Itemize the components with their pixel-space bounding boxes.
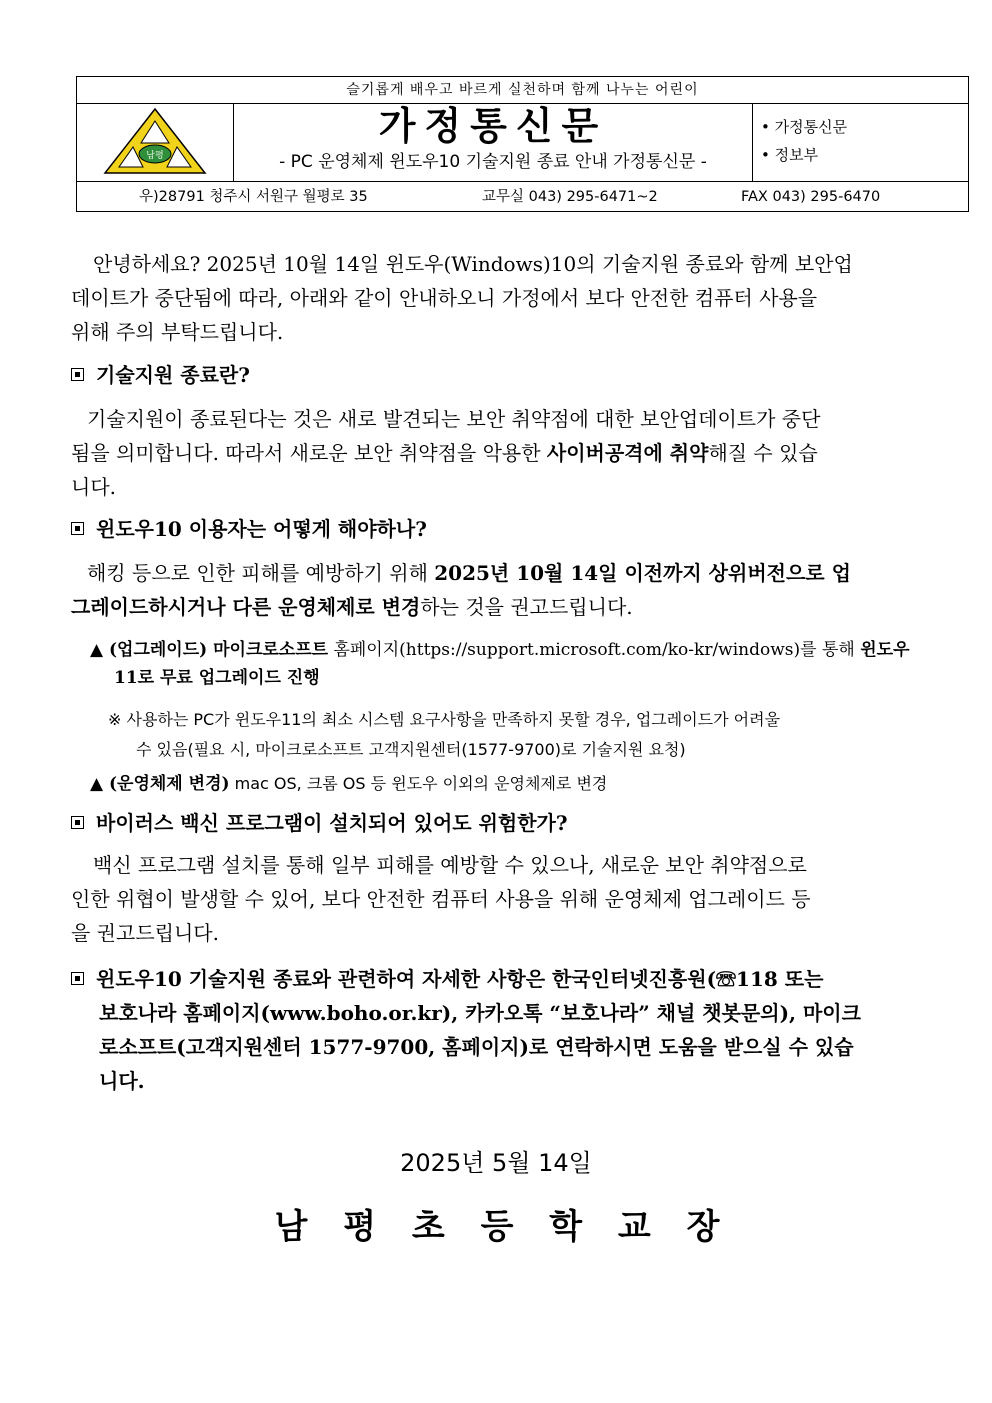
section-3-paragraph — [71, 848, 921, 950]
page-subtitle: - PC 운영체제 윈도우10 기술지원 종료 안내 가정통신문 - — [279, 152, 707, 172]
intro-line: 데이트가 중단됨에 따라, 아래와 같이 안내하오니 가정에서 보다 안전한 컴퓨터 사용을 — [71, 286, 818, 310]
note-line: 수 있음(필요 시, 마이크로소프트 고객지원센터(1577-9700)로 기술지원 요청) — [136, 740, 686, 759]
text-run: 윈도우10 기술지원 종료와 관련하여 자세한 사항은 한국인터넷진흥원(☏118 또는 — [96, 967, 824, 991]
section-2-paragraph — [71, 556, 921, 624]
contact-bar — [77, 181, 968, 212]
emphasis-text: 그레이드하시거나 다른 운영체제로 변경 — [71, 595, 421, 619]
category-item-newsletter: • 가정통신문 — [761, 118, 848, 136]
paragraph-line — [71, 436, 921, 470]
paragraph-line: 기술지원이 종료된다는 것은 새로 발견되는 보안 취약점에 대한 보안업데이트가 중단 — [87, 407, 821, 431]
text-run: 홈페이지(https://support.microsoft.com/ko-kr/windows)를 통해 — [328, 640, 861, 660]
paragraph-line — [71, 962, 921, 996]
fax-number: FAX 043) 295-6470 — [741, 189, 881, 205]
page-title: 가정통신문 — [378, 104, 608, 148]
section-heading-support-end — [71, 360, 250, 390]
section-heading-what-to-do — [71, 514, 427, 544]
text-run: mac OS, 크롬 OS 등 윈도우 이외의 운영체제로 변경 — [229, 774, 608, 793]
category-list — [753, 103, 969, 181]
intro-line: 위해 주의 부탁드립니다. — [71, 320, 284, 344]
paragraph-line: 니다. — [99, 1069, 145, 1093]
heading-text: 바이러스 백신 프로그램이 설치되어 있어도 위험한가? — [96, 811, 568, 835]
emphasis-text: 11로 무료 업그레이드 진행 — [114, 668, 320, 688]
section-heading-antivirus — [71, 808, 568, 838]
bullet-line — [90, 664, 921, 692]
letterhead — [76, 76, 969, 212]
paragraph-line: 백신 프로그램 설치를 통해 일부 피해를 예방할 수 있으나, 새로운 보안 취약점으로 — [93, 853, 807, 877]
paragraph-line: 보호나라 홈페이지(www.boho.or.kr), 카카오톡 “보호나라” 채널 챗봇문의), 마이크 — [99, 1001, 861, 1025]
contact-info-section — [71, 962, 921, 1098]
text-run: 해질 수 있습 — [708, 441, 818, 465]
emphasis-text: 윈도우 — [860, 640, 910, 660]
issue-date: 2025년 5월 14일 — [400, 1149, 592, 1177]
note-line: ※ 사용하는 PC가 윈도우11의 최소 시스템 요구사항을 만족하지 못할 경우, 업그레이드가 어려울 — [108, 710, 781, 729]
emphasis-text: ▲ (업그레이드) 마이크로소프트 — [90, 640, 329, 660]
paragraph-line: 로소프트(고객지원센터 1577-9700, 홈페이지)로 연락하시면 도움을 받으실 수 있습 — [99, 1035, 854, 1059]
emphasis-text: 2025년 10월 14일 이전까지 상위버전으로 업 — [434, 561, 851, 585]
emphasis-text: 사이버공격에 취약 — [546, 441, 709, 465]
text-run: 하는 것을 권고드립니다. — [420, 595, 633, 619]
title-block — [234, 103, 753, 181]
bullet-os-change — [90, 770, 921, 798]
paragraph-line: 니다. — [71, 475, 116, 499]
text-run: 해킹 등으로 인한 피해를 예방하기 위해 — [87, 561, 435, 585]
bullet-upgrade — [90, 636, 921, 692]
school-emblem-icon — [77, 103, 233, 181]
paragraph-line: 인한 위협이 발생할 수 있어, 보다 안전한 컴퓨터 사용을 위해 운영체제 업그레이드 등 — [71, 887, 811, 911]
category-item-department: • 정보부 — [761, 146, 819, 164]
intro-line: 안녕하세요? 2025년 10월 14일 윈도우(Windows)10의 기술지원 종료와 함께 보안업 — [93, 252, 853, 276]
emphasis-text: ▲ (운영체제 변경) — [90, 774, 230, 794]
logo-text: 남평 — [146, 151, 164, 161]
square-bullet-icon — [71, 522, 84, 535]
paragraph-line: 을 권고드립니다. — [71, 921, 219, 945]
intro-paragraph — [71, 247, 921, 349]
office-phone: 교무실 043) 295-6471~2 — [482, 189, 658, 205]
square-bullet-icon — [71, 816, 84, 829]
text-run: 됨을 의미합니다. 따라서 새로운 보안 취약점을 악용한 — [71, 441, 547, 465]
school-motto: 슬기롭게 배우고 바르게 실천하며 함께 나누는 어린이 — [77, 77, 968, 104]
heading-text: 기술지원 종료란? — [96, 363, 250, 387]
paragraph-line — [71, 556, 921, 590]
bullet-line — [90, 636, 921, 664]
address-text: 우)28791 청주시 서원구 월평로 35 — [139, 189, 368, 205]
section-1-paragraph — [71, 402, 921, 504]
square-bullet-icon — [71, 972, 84, 985]
note-requirements — [108, 705, 921, 765]
paragraph-line — [71, 590, 921, 624]
heading-text: 윈도우10 이용자는 어떻게 해야하나? — [96, 517, 427, 541]
school-logo — [77, 103, 234, 181]
square-bullet-icon — [71, 368, 84, 381]
principal-signature: 남 평 초 등 학 교 장 — [274, 1207, 732, 1247]
